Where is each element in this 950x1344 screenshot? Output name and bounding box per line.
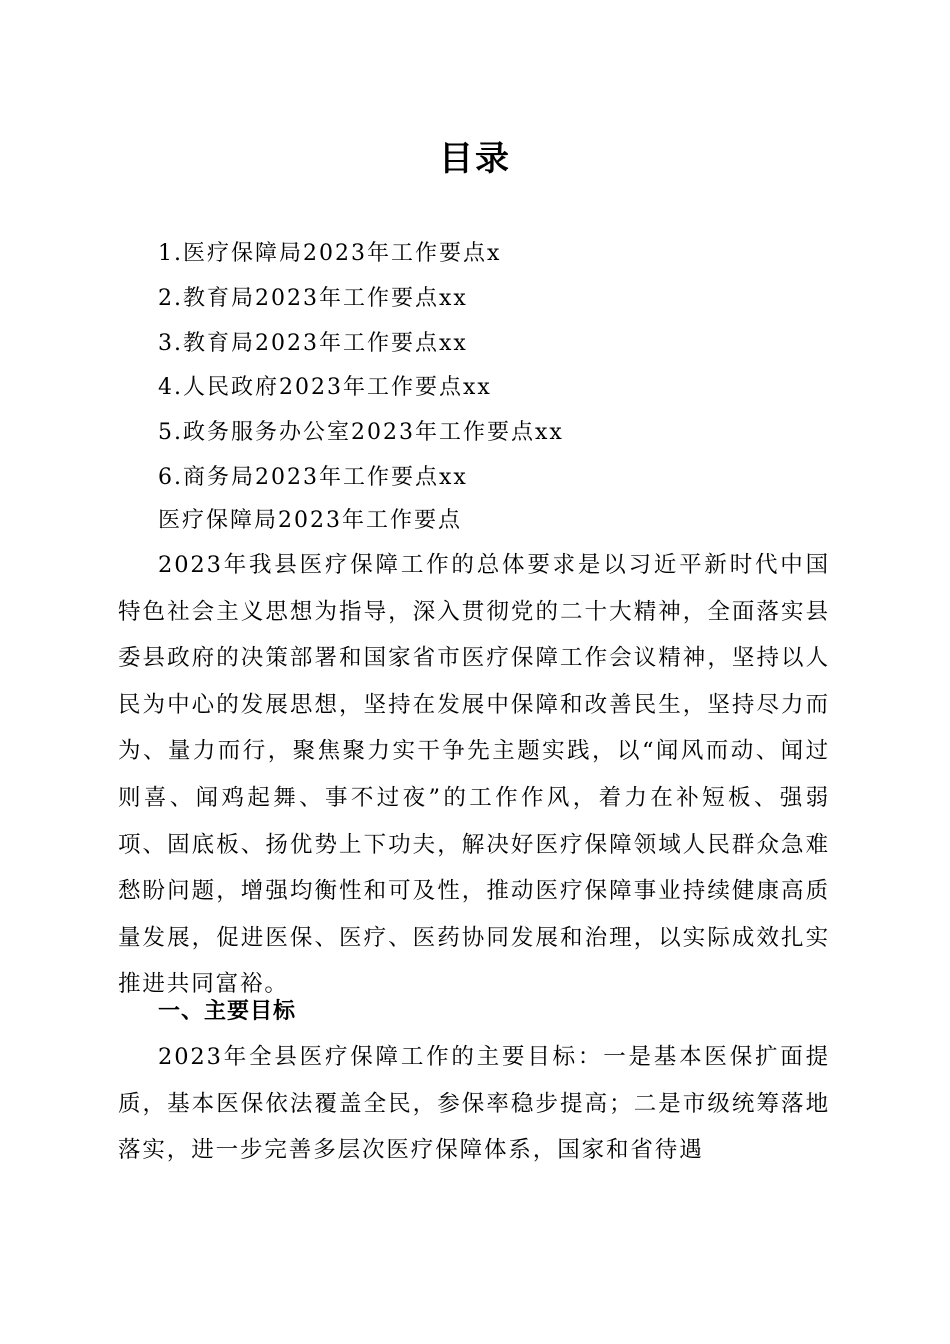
document-title: 目录 [439,139,511,179]
toc-item-1[interactable]: 1.医疗保障局2023年工作要点x [158,241,502,266]
body-paragraph-2: 2023年全县医疗保障工作的主要目标：一是基本医保扩面提质，基本医保依法覆盖全民，参保率稳步提高；二是市级统筹落地落实，进一步完善多层次医疗保障体系，国家和省待遇 [118,1044,830,1164]
toc-item-3[interactable]: 3.教育局2023年工作要点xx [158,330,468,356]
table-of-contents [158,232,564,501]
toc-item-6[interactable]: 6.商务局2023年工作要点xx [158,464,468,490]
heading-main-goals: 一、主要目标 [158,999,297,1024]
toc-item-2[interactable]: 2.教育局2023年工作要点xx [158,285,468,311]
section-title: 医疗保障局2023年工作要点 [158,508,462,533]
body-paragraph-1: 2023年我县医疗保障工作的总体要求是以习近平新时代中国特色社会主义思想为指导，深入贯彻党的二十大精神，全面落实县委县政府的决策部署和国家省市医疗保障工作会议精神，坚持以人民为中心的发展思想，坚持在发展中保障和改善民生，坚持尽力而为、量力而行，聚焦聚力实干争先主题实践，以“闻风而动、闻过则喜、闻鸡起舞、事不过夜”的工作作风，着力在补短板、强弱项、固底板、扬优势上下功夫，解决好医疗保障领域人民群众急难愁盼问题，增强均衡性和可及性，推动医疗保障事业持续健康高质量发展，促进医保、医疗、医药协同发展和治理，以实际成效扎实推进共同富裕。 [118,552,830,998]
toc-item-5[interactable]: 5.政务服务办公室2023年工作要点xx [158,420,564,446]
toc-item-4[interactable]: 4.人民政府2023年工作要点xx [158,375,492,401]
